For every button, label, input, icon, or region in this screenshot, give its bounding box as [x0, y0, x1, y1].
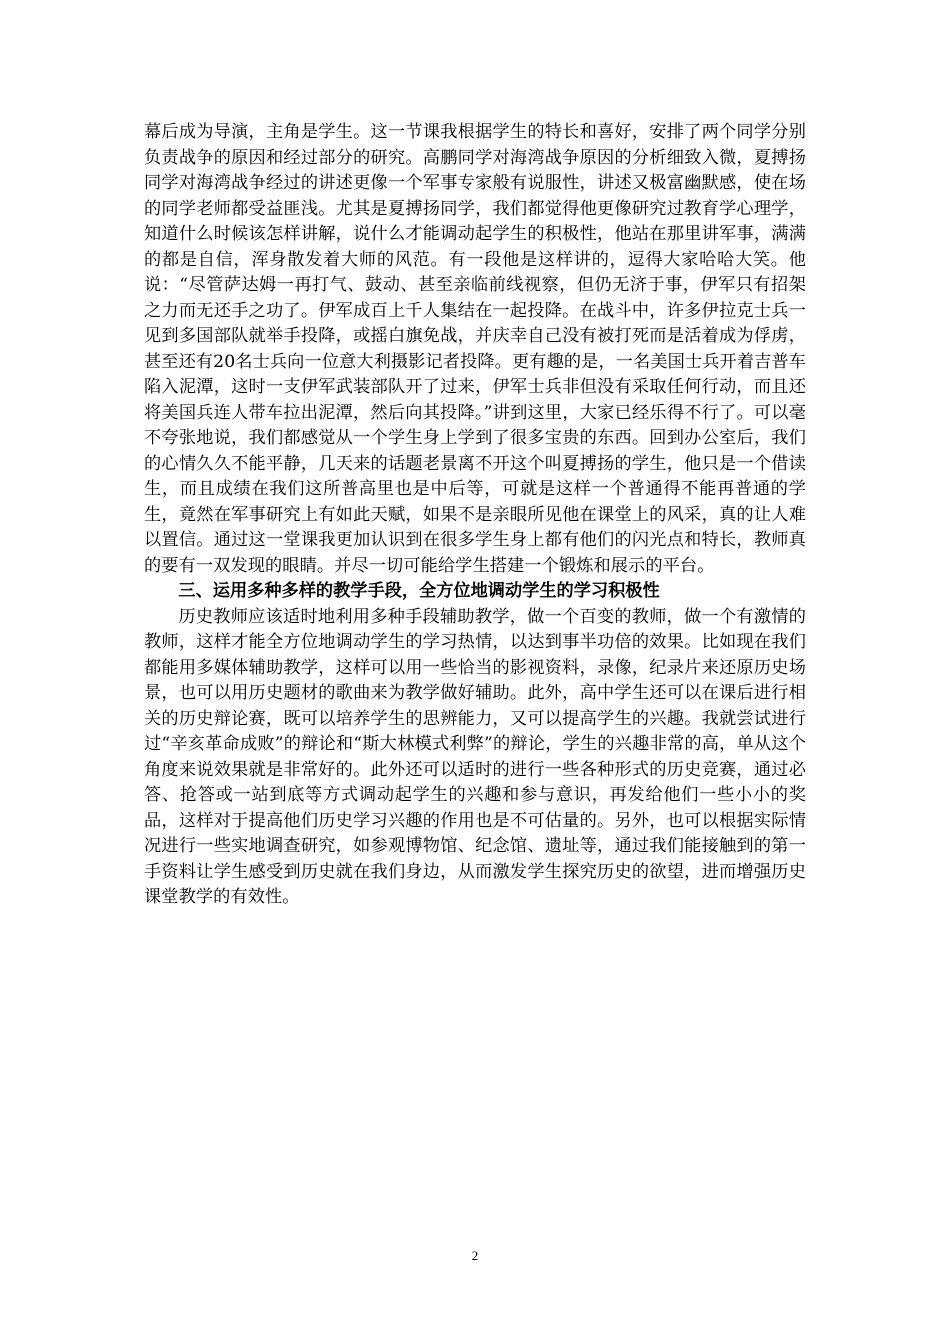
document-body [144, 120, 806, 911]
section-heading: 三、运用多种多样的教学手段，全方位地调动学生的学习积极性 [178, 581, 660, 601]
paragraph-continued: 幕后成为导演，主角是学生。这一节课我根据学生的特长和喜好，安排了两个同学分别负责战争的原因和经过部分的研究。高鹏同学对海湾战争原因的分析细致入微，夏搏扬同学对海湾战争经过的讲述更像一个军事专家般有说服性，讲述又极富幽默感，使在场的同学老师都受益匪浅。尤其是夏搏扬同学，我们都觉得他更像研究过教育学心理学，知道什么时候该怎样讲解，说什么才能调动起学生的积极性，他站在那里讲军事，满满的都是自信，浑身散发着大师的风范。有一段他是这样讲的，逗得大家哈哈大笑。他说：“尽管萨达姆一再打气、鼓动、甚至亲临前线视察，但仍无济于事，伊军只有招架之力而无还手之功了。伊军成百上千人集结在一起投降。在战斗中，许多伊拉克士兵一见到多国部队就举手投降，或摇白旗免战，并庆幸自己没有被打死而是活着成为俘虏，甚至还有20名士兵向一位意大利摄影记者投降。更有趣的是，一名美国士兵开着吉普车陷入泥潭，这时一支伊军武装部队开了过来，伊军士兵非但没有采取任何行动，而且还将美国兵连人带车拉出泥潭，然后向其投降。”讲到这里，大家已经乐得不行了。可以毫不夸张地说，我们都感觉从一个学生身上学到了很多宝贵的东西。回到办公室后，我们的心情久久不能平静，几天来的话题老景离不开这个叫夏搏扬的学生，他只是一个借读生，而且成绩在我们这所普高里也是中后等，可就是这样一个普通得不能再普通的学生，竟然在军事研究上有如此天赋，如果不是亲眼所见他在课堂上的风采，真的让人难以置信。通过这一堂课我更加认识到在很多学生身上都有他们的闪光点和特长，教师真的要有一双发现的眼睛。并尽一切可能给学生搭建一个锻炼和展示的平台。 [144, 122, 806, 576]
page-number: 2 [471, 1248, 479, 1263]
paragraph-section-3: 历史教师应该适时地利用多种手段辅助教学，做一个百变的教师，做一个有激情的教师，这样才能全方位地调动学生的学习热情，以达到事半功倍的效果。比如现在我们都能用多媒体辅助教学，这样可以用一些恰当的影视资料，录像，纪录片来还原历史场景，也可以用历史题材的歌曲来为教学做好辅助。此外，高中学生还可以在课后进行相关的历史辩论赛，既可以培养学生的思辨能力，又可以提高学生的兴趣。我就尝试进行过“辛亥革命成败”的辩论和“斯大林模式利弊”的辩论，学生的兴趣非常的高，单从这个角度来说效果就是非常好的。此外还可以适时的进行一些各种形式的历史竞赛，通过必答、抢答或一站到底等方式调动起学生的兴趣和参与意识，再发给他们一些小小的奖品，这样对于提高他们历史学习兴趣的作用也是不可估量的。另外，也可以根据实际情况进行一些实地调查研究，如参观博物馆、纪念馆、遗址等，通过我们能接触到的第一手资料让学生感受到历史就在我们身边，从而激发学生探究历史的欲望，进而增强历史课堂教学的有效性。 [144, 606, 806, 907]
